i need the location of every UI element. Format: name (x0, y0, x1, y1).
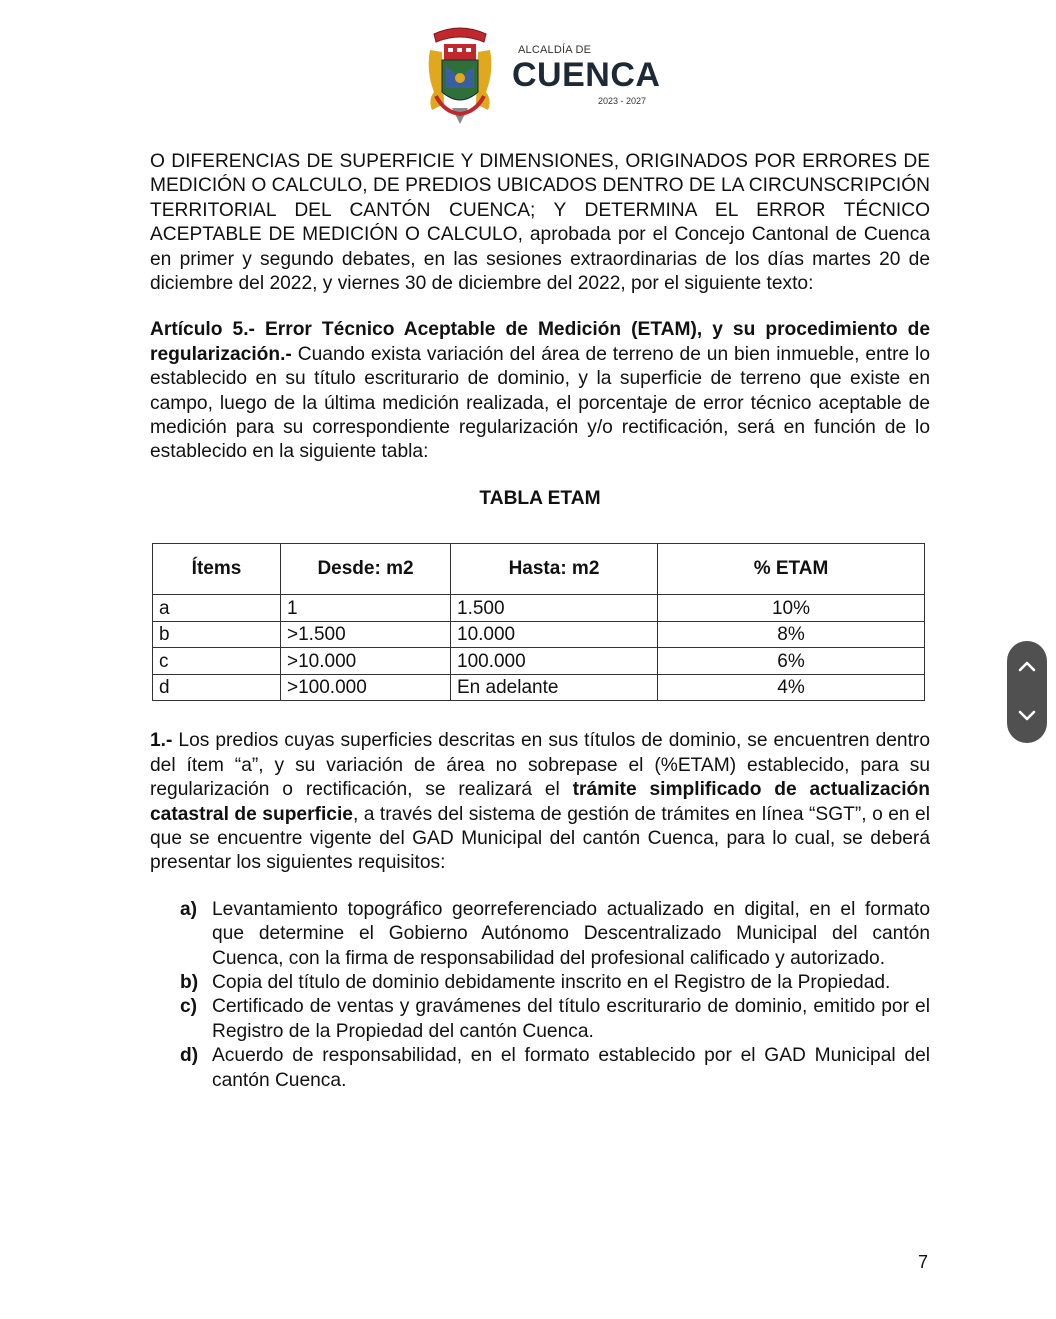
requirement-text: Levantamiento topográfico georreferenciado actualizado en digital, en el formato que determine el Gobierno Autónomo Descentralizado Municipal del cantón Cuenca, con la firma de responsabilidad del profesional calificado y autorizado. (212, 898, 930, 969)
requirement-item (180, 898, 930, 971)
paragraph-1-bold: trámite simplificado de actualización catastral de superficie (150, 779, 930, 825)
intro-rest: aprobada por el Concejo Cantonal de Cuenca en primer y segundo debates, en las sesiones extraordinarias de los días martes 20 de diciembre del 2022, y viernes 30 de diciembre del 2022, por el siguiente texto: (150, 224, 930, 295)
table-header-row (153, 544, 925, 595)
requirement-text: Acuerdo de responsabilidad, en el formato establecido por el GAD Municipal del cantón Cuenca. (212, 1045, 930, 1091)
paragraph-1-text-b: , a través del sistema de gestión de trámites en línea “SGT”, o en el que se encuentre vigente del GAD Municipal del cantón Cuenca, para lo cual, se deberá presentar los siguientes requisitos: (150, 803, 930, 874)
intro-paragraph (150, 150, 930, 296)
cell-item: a (153, 595, 281, 622)
page-number: 7 (918, 1252, 929, 1272)
requirement-item (180, 1044, 930, 1093)
article-5-paragraph (150, 318, 930, 464)
cell-item: c (153, 648, 281, 675)
cell-etam: 8% (658, 621, 925, 648)
header-hasta: Hasta: m2 (451, 544, 658, 595)
requirement-text: Copia del título de dominio debidamente inscrito en el Registro de la Propiedad. (212, 971, 891, 993)
chevron-up-icon (1018, 660, 1036, 672)
article-body: Cuando exista variación del área de terreno de un bien inmueble, entre lo establecido en su título escriturario de dominio, y la superficie de terreno que existe en campo, luego de la última medición realizada, el porcentaje de error técnico aceptable de medición para su correspondiente regularización y/o rectificación, será en función de lo establecido en la siguiente tabla: (150, 343, 930, 463)
cell-item: b (153, 621, 281, 648)
cell-item: d (153, 674, 281, 701)
requirement-item (180, 971, 930, 995)
article-heading: Artículo 5.- Error Técnico Aceptable de Medición (ETAM), y su procedimiento de regularización.- (150, 319, 930, 365)
requirement-item (180, 995, 930, 1044)
requirement-letter: c) (180, 996, 198, 1018)
header-logo (420, 18, 680, 130)
cell-hasta: En adelante (451, 674, 658, 701)
cell-desde: >100.000 (281, 674, 451, 701)
table-row (153, 621, 925, 648)
cell-hasta: 1.500 (451, 595, 658, 622)
previous-page-button[interactable] (1007, 641, 1047, 691)
cell-hasta: 10.000 (451, 621, 658, 648)
paragraph-1 (150, 729, 930, 875)
header-years: 2023 - 2027 (598, 96, 647, 106)
header-etam: % ETAM (658, 544, 925, 595)
requirement-letter: b) (180, 971, 199, 993)
table-row (153, 648, 925, 675)
table-row (153, 595, 925, 622)
header-city-name: CUENCA (512, 56, 661, 94)
chevron-down-icon (1018, 710, 1036, 722)
cuenca-coat-of-arms-icon (424, 22, 496, 126)
table-title: TABLA ETAM (479, 487, 601, 509)
requirement-letter: d) (180, 1045, 199, 1067)
document-body (150, 150, 930, 1093)
cell-desde: >10.000 (281, 648, 451, 675)
cell-etam: 10% (658, 595, 925, 622)
cell-desde: >1.500 (281, 621, 451, 648)
header-items: Ítems (153, 544, 281, 595)
page-navigator (1007, 641, 1047, 743)
cell-hasta: 100.000 (451, 648, 658, 675)
intro-caps: O DIFERENCIAS DE SUPERFICIE Y DIMENSIONES, ORIGINADOS POR ERRORES DE MEDICIÓN O CALCULO, DE PREDIOS UBICADOS DENTRO DE LA CIRCUNSCRIPCIÓN TERRITORIAL DEL CANTÓN CUENCA; Y DETERMINA EL ERROR TÉCNICO ACEPTABLE DE MEDICIÓN O CALCULO, (150, 151, 930, 246)
requirement-text: Certificado de ventas y gravámenes del título escriturario de dominio, emitido por el Registro de la Propiedad del cantón Cuenca. (212, 996, 930, 1042)
next-page-button[interactable] (1007, 691, 1047, 741)
cell-etam: 4% (658, 674, 925, 701)
cell-etam: 6% (658, 648, 925, 675)
requirement-letter: a) (180, 898, 198, 920)
etam-table (152, 543, 925, 701)
table-row (153, 674, 925, 701)
cell-desde: 1 (281, 595, 451, 622)
paragraph-1-number: 1.- (150, 730, 173, 752)
header-label: ALCALDÍA DE (518, 44, 592, 56)
header-desde: Desde: m2 (281, 544, 451, 595)
paragraph-1-text-a: Los predios cuyas superficies descritas en sus títulos de dominio, se encuentren dentro del ítem “a”, y su variación de área no sobrepase el (%ETAM) establecido, para su regularización o rectificación, se realizará el (150, 730, 930, 801)
